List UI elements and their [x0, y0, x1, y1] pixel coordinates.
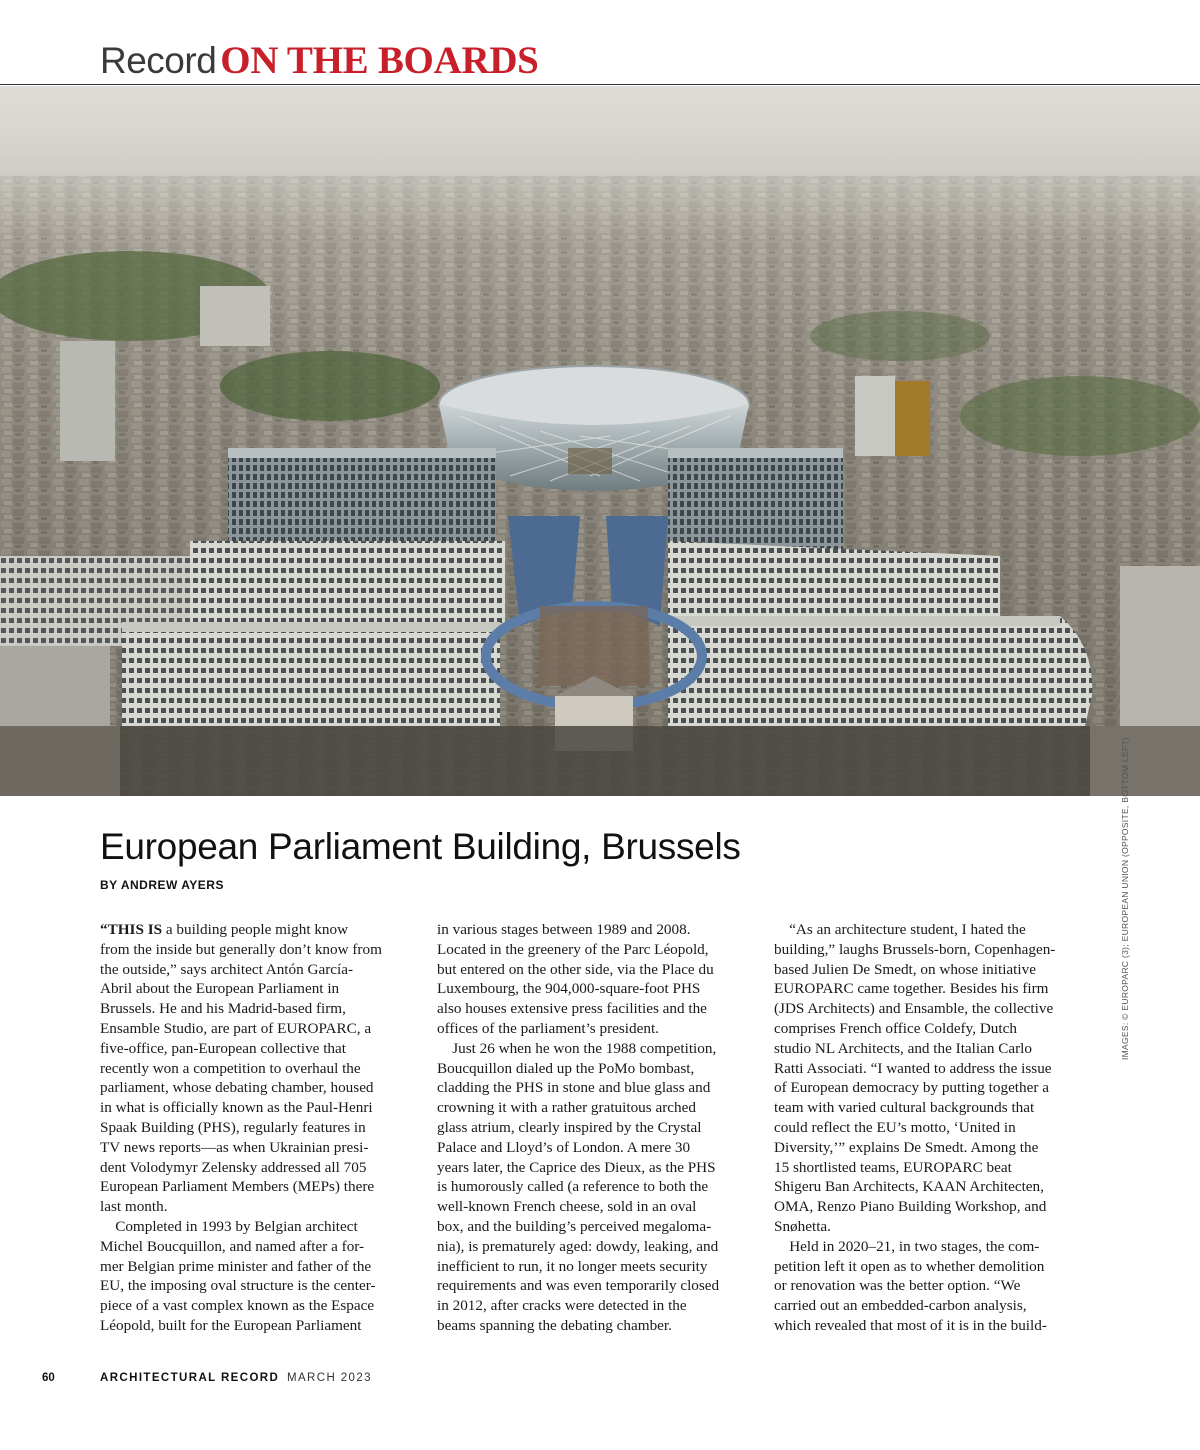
text-line: [100, 920, 412, 940]
text-line: of European democracy by putting together a: [774, 1079, 1049, 1097]
text-line: the outside,” says architect Antón García-: [100, 960, 354, 978]
text-line: Luxembourg, the 904,000-square-foot PHS: [437, 980, 701, 998]
text-line: OMA, Renzo Piano Building Workshop, and: [774, 1198, 1047, 1216]
text-line: EU, the imposing oval structure is the center-: [100, 1277, 376, 1295]
text-line: piece of a vast complex known as the Espace: [100, 1297, 375, 1315]
text-line: Held in 2020–21, in two stages, the com-: [774, 1237, 1040, 1255]
article-column-2: [437, 920, 749, 1336]
text-line: dent Volodymyr Zelensky addressed all 705: [100, 1158, 367, 1176]
text-line: five-office, pan-European collective that: [100, 1039, 346, 1057]
text-line: glass atrium, clearly inspired by the Crystal: [437, 1118, 702, 1136]
section-label-on-the-boards: ON THE BOARDS: [220, 39, 539, 82]
article-title: European Parliament Building, Brussels: [100, 826, 741, 867]
text-line: Just 26 when he won the 1988 competition,: [437, 1039, 717, 1057]
text-line: (JDS Architects) and Ensamble, the collective: [774, 1000, 1054, 1018]
lead-in-rest: a building people might know: [162, 921, 349, 938]
text-line: Shigeru Ban Architects, KAAN Architecten,: [774, 1178, 1044, 1196]
text-line: building,” laughs Brussels-born, Copenhagen-: [774, 940, 1056, 958]
text-line: which revealed that most of it is in the build-: [774, 1316, 1047, 1334]
text-line: cladding the PHS in stone and blue glass and: [437, 1079, 711, 1097]
text-line: Diversity,’” explains De Smedt. Among the: [774, 1138, 1039, 1156]
text-line: Snøhetta.: [774, 1217, 831, 1235]
text-line: carried out an embedded-carbon analysis,: [774, 1297, 1027, 1315]
text-line: Ratti Associati. “I wanted to address the issue: [774, 1059, 1052, 1077]
text-line: in various stages between 1989 and 2008.: [437, 921, 691, 938]
text-line: but entered on the other side, via the Place du: [437, 960, 714, 978]
byline: BY ANDREW AYERS: [100, 878, 224, 892]
section-label-record: Record: [100, 40, 217, 81]
text-line: TV news reports—as when Ukrainian presi-: [100, 1138, 369, 1156]
article-column-1: [100, 920, 412, 1336]
text-line: recently won a competition to overhaul the: [100, 1059, 361, 1077]
hero-aerial-photo: [0, 86, 1200, 796]
text-line: 15 shortlisted teams, EUROPARC beat: [774, 1158, 1012, 1176]
text-line: also houses extensive press facilities and the: [437, 1000, 707, 1018]
header-rule: [0, 84, 1200, 85]
text-line: Abril about the European Parliament in: [100, 980, 340, 998]
text-line: EUROPARC came together. Besides his firm: [774, 980, 1049, 998]
text-line: “As an architecture student, I hated the: [774, 921, 1026, 938]
text-line: team with varied cultural backgrounds that: [774, 1099, 1035, 1117]
text-line: Boucquillon dialed up the PoMo bombast,: [437, 1059, 695, 1077]
text-line: crowning it with a rather gratuitous arched: [437, 1099, 696, 1117]
issue-date: MARCH 2023: [287, 1372, 372, 1384]
text-line: nia), is prematurely aged: dowdy, leaking, and: [437, 1237, 719, 1255]
text-line: Brussels. He and his Madrid-based firm,: [100, 1000, 346, 1018]
text-line: offices of the parliament’s president.: [437, 1019, 659, 1037]
text-line: inefficient to run, it no longer meets security: [437, 1257, 708, 1275]
text-line: last month.: [100, 1198, 168, 1216]
text-line: beams spanning the debating chamber.: [437, 1316, 672, 1334]
text-line: in 2012, after cracks were detected in the: [437, 1297, 687, 1315]
text-line: from the inside but generally don’t know from: [100, 940, 382, 958]
text-line: Located in the greenery of the Parc Léopold,: [437, 940, 709, 958]
lead-in: “THIS IS: [100, 921, 163, 938]
text-line: Ensamble Studio, are part of EUROPARC, a: [100, 1019, 372, 1037]
text-line: studio NL Architects, and the Italian Carlo: [774, 1039, 1032, 1057]
text-line: Léopold, built for the European Parliament: [100, 1316, 362, 1334]
text-line: mer Belgian prime minister and father of the: [100, 1257, 372, 1275]
text-line: parliament, whose debating chamber, housed: [100, 1079, 374, 1097]
text-line: box, and the building’s perceived megaloma-: [437, 1217, 712, 1235]
image-credit: IMAGES: © EUROPARC (3); EUROPEAN UNION (OPPOSITE, BOTTOM LEFT): [1120, 736, 1130, 1060]
text-line: well-known French cheese, sold in an oval: [437, 1198, 697, 1216]
article-column-3: [774, 920, 1086, 1336]
text-line: Palace and Lloyd’s of London. A mere 30: [437, 1138, 691, 1156]
text-line: requirements and was even temporarily closed: [437, 1277, 720, 1295]
section-header: [100, 38, 539, 86]
text-line: is humorously called (a reference to both the: [437, 1178, 709, 1196]
text-line: European Parliament Members (MEPs) there: [100, 1178, 375, 1196]
text-line: based Julien De Smedt, on whose initiative: [774, 960, 1036, 978]
magazine-name: ARCHITECTURAL RECORD: [100, 1372, 280, 1384]
text-line: comprises French office Coldefy, Dutch: [774, 1019, 1017, 1037]
text-line: or renovation was the better option. “We: [774, 1277, 1021, 1295]
text-line: Completed in 1993 by Belgian architect: [100, 1217, 358, 1235]
text-line: years later, the Caprice des Dieux, as the PHS: [437, 1158, 716, 1176]
text-line: Spaak Building (PHS), regularly features in: [100, 1118, 366, 1136]
page-number: 60: [42, 1372, 55, 1384]
text-line: in what is officially known as the Paul-Henri: [100, 1099, 373, 1117]
text-line: Michel Boucquillon, and named after a for-: [100, 1237, 365, 1255]
text-line: petition left it open as to whether demolition: [774, 1257, 1045, 1275]
text-line: could reflect the EU’s motto, ‘United in: [774, 1118, 1016, 1136]
